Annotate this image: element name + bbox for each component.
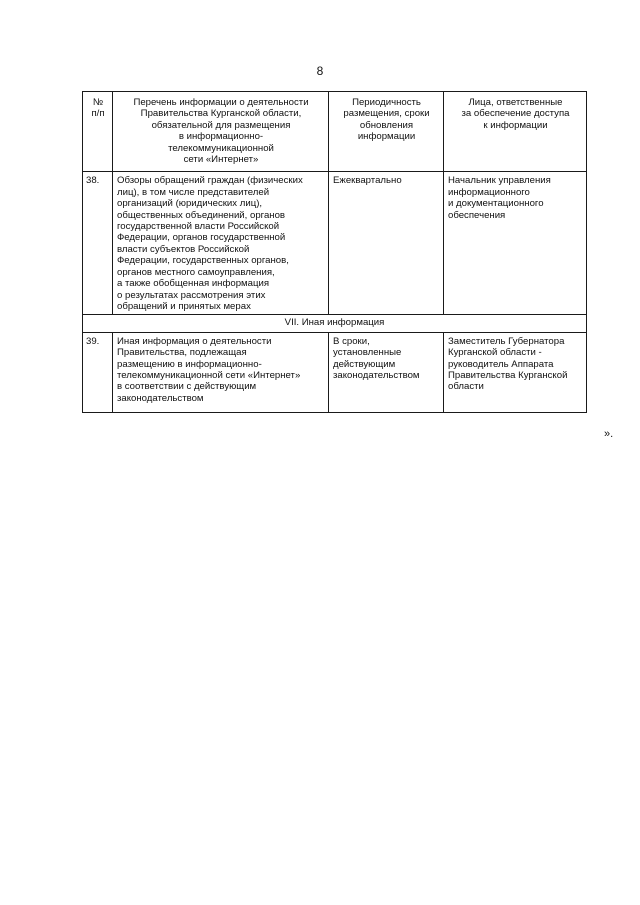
row-number: 39.	[83, 332, 113, 412]
section-heading: VII. Иная информация	[83, 315, 587, 332]
header-frequency: Периодичность размещения, сроки обновления информации	[329, 92, 444, 172]
header-responsible: Лица, ответственные за обеспечение доступа к информации	[444, 92, 587, 172]
table-row	[83, 172, 587, 315]
row-frequency: Ежеквартально	[329, 172, 444, 315]
row-responsible: Заместитель Губернатора Курганской области - руководитель Аппарата Правительства Курганской области	[444, 332, 587, 412]
row-frequency: В сроки, установленные действующим законодательством	[329, 332, 444, 412]
section-heading-row	[83, 315, 587, 332]
row-number: 38.	[83, 172, 113, 315]
closing-quote-mark: ».	[604, 428, 614, 440]
row-responsible: Начальник управления информационного и документационного обеспечения	[444, 172, 587, 315]
header-number: № п/п	[83, 92, 113, 172]
table-row	[83, 332, 587, 412]
row-information: Обзоры обращений граждан (физических лиц), в том числе представителей организаций (юридических лиц), общественных объединений, органов государственной власти Российской Федерации, органов государственной власти субъектов Российской Федерации, государственных органов, органов местного самоуправления, а также обобщенная информация о результатах рассмотрения этих обращений и принятых мерах	[113, 172, 329, 315]
page-number: 8	[316, 64, 324, 78]
header-information-list: Перечень информации о деятельности Правительства Курганской области, обязательной для размещения в информационно- телекоммуникационной сети «Интернет»	[113, 92, 329, 172]
information-table	[82, 91, 587, 413]
table-header-row	[83, 92, 587, 172]
row-information: Иная информация о деятельности Правительства, подлежащая размещению в информационно- телекоммуникационной сети «Интернет» в соответствии с действующим законодательством	[113, 332, 329, 412]
